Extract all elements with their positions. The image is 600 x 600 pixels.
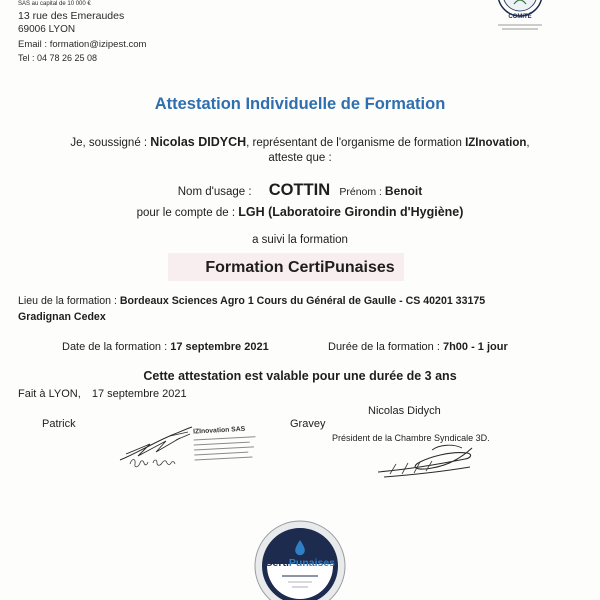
- company-email: [18, 39, 146, 50]
- intro-line2: atteste que :: [268, 152, 332, 164]
- right-signer-title: Président de la Chambre Syndicale 3D.: [332, 433, 490, 443]
- validity-statement: Cette attestation est valable pour une durée de 3 ans: [143, 369, 457, 383]
- duree-value: 7h00 - 1 jour: [442, 341, 508, 353]
- date-label: Date de la formation :: [62, 341, 171, 353]
- right-signer-name: Nicolas Didych: [368, 405, 441, 417]
- left-signer-firstname: Patrick: [42, 418, 76, 430]
- suivi-text: a suivi la formation: [252, 234, 348, 246]
- email-value: formation@izipest.com: [49, 39, 147, 50]
- company-stamp: [179, 425, 267, 471]
- signer-name: Nicolas DIDYCH: [150, 135, 247, 149]
- company-tel: Tel : 04 78 26 25 08: [18, 53, 98, 63]
- intro-prefix: Je, soussigné :: [70, 137, 151, 149]
- date-line: [62, 340, 269, 354]
- badge-name-part2: Punaises: [288, 557, 336, 569]
- stamp-line: [194, 446, 254, 450]
- stamp-line: [195, 456, 253, 460]
- stamp-line: [194, 442, 250, 446]
- fait-date: 17 septembre 2021: [91, 388, 187, 400]
- stamp-line: [194, 452, 248, 456]
- document-title: Attestation Individuelle de Formation: [154, 95, 446, 113]
- right-signature: [370, 440, 482, 482]
- duree-line: [328, 340, 508, 354]
- email-label: Email :: [18, 39, 50, 50]
- intro-middle: , représentant de l'organisme de formation: [246, 137, 466, 149]
- nom-label: Nom d'usage :: [177, 186, 255, 198]
- company-city: 69006 LYON: [18, 24, 76, 35]
- badge-name: [258, 557, 342, 569]
- intro-line: [0, 135, 600, 150]
- badge-name-part1: Certi: [264, 557, 289, 569]
- trainee-name-line: [0, 180, 600, 202]
- intro-suffix: ,: [526, 137, 530, 149]
- duree-label: Durée de la formation :: [328, 341, 443, 353]
- logo-text: COMITÉ: [508, 14, 532, 20]
- date-value: 17 septembre 2021: [170, 341, 269, 353]
- left-signer-lastname: Gravey: [290, 418, 326, 430]
- lieu-label: Lieu de la formation :: [18, 295, 120, 307]
- lieu-value: Bordeaux Sciences Agro 1 Cours du Général de Gaulle - CS 40201 33175: [119, 295, 486, 307]
- prenom-label: Prénom :: [339, 186, 385, 198]
- fait-place: Fait à LYON,: [18, 388, 81, 400]
- organisation-name: IZInovation: [465, 137, 527, 149]
- fait-line: [18, 387, 187, 401]
- company-capital: SAS au capital de 10 000 €: [18, 1, 91, 7]
- trainee-firstname: Benoit: [384, 184, 423, 198]
- lieu-line2: Gradignan Cedex: [18, 311, 106, 323]
- stamp-company: IZInovation SAS: [192, 425, 246, 436]
- company-address: 13 rue des Emeraudes: [18, 10, 125, 22]
- client-company: LGH (Laboratoire Girondin d'Hygiène): [238, 205, 464, 219]
- account-line: [0, 204, 600, 221]
- stamp-line: [194, 436, 256, 440]
- formation-name: Formation CertiPunaises: [205, 259, 395, 276]
- trainee-surname: COTTIN: [268, 181, 331, 199]
- lieu-line1: [18, 295, 485, 308]
- compte-label: pour le compte de :: [136, 207, 239, 219]
